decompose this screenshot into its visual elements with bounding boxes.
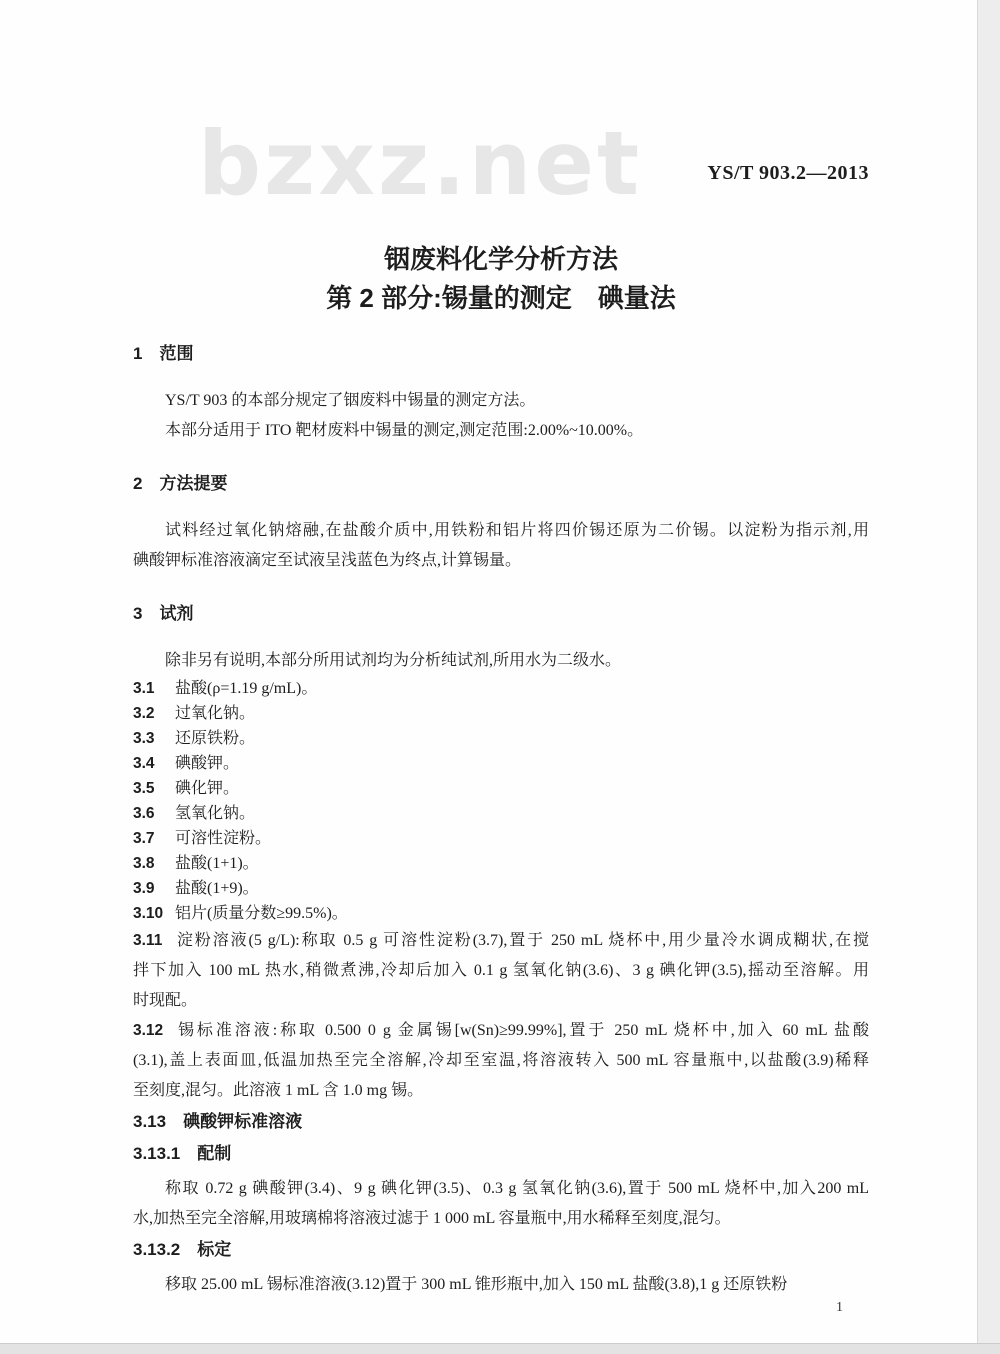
section-heading: 3.13 碘酸钾标准溶液 [133,1112,303,1131]
section-heading: 3.13.2 标定 [133,1240,232,1259]
document-title-line-2: 第 2 部分:锡量的测定 碘量法 [326,283,676,313]
text-line: 本部分适用于 ITO 靶材废料中锡量的测定,测定范围:2.00%~10.00%。 [165,422,644,439]
item-number: 3.6 [133,805,155,822]
item-text: 盐酸(ρ=1.19 g/mL)。 [175,680,318,697]
page-content [133,0,869,1300]
doc-code: YS/T 903.2—2013 [707,162,869,184]
text-line: 3.12 锡标准溶液:称取 0.500 0 g 金属锡[w(Sn)≥99.99%],置于 250 mL 烧杯中,加入 60 mL 盐酸 [133,1016,869,1046]
page-edge-bottom [0,1343,1000,1354]
item-number: 3.11 [133,932,163,949]
text-line: 3.11 淀粉溶液(5 g/L):称取 0.5 g 可溶性淀粉(3.7),置于 250 mL 烧杯中,用少量冷水调成糊状,在搅 [133,926,869,956]
item-text: 还原铁粉。 [175,730,256,747]
section-heading: 3 试剂 [133,604,194,623]
reagent-item [133,726,869,751]
reagent-item [133,701,869,726]
text-line: 除非另有说明,本部分所用试剂均为分析纯试剂,所用水为二级水。 [165,652,622,669]
item-number: 3.5 [133,780,155,797]
text-line: 称取 0.72 g 碘酸钾(3.4)、9 g 碘化钾(3.5)、0.3 g 氢氧化钠(3.6),置于 500 mL 烧杯中,加入200 mL [165,1180,869,1197]
reagent-item [133,801,869,826]
item-number: 3.2 [133,705,155,722]
item-number: 3.1 [133,680,155,697]
page-edge-right [977,0,1000,1354]
text-line: 时现配。 [133,992,198,1009]
document-body [133,342,869,1300]
text-line: 移取 25.00 mL 锡标准溶液(3.12)置于 300 mL 锥形瓶中,加入 150 mL 盐酸(3.8),1 g 还原铁粉 [165,1276,788,1293]
section-heading: 3.13.1 配制 [133,1144,232,1163]
item-number: 3.12 [133,1022,164,1039]
section-heading: 2 方法提要 [133,474,228,493]
reagent-item [133,826,869,851]
text-line: 水,加热至完全溶解,用玻璃棉将溶液过滤于 1 000 mL 容量瓶中,用水稀释至刻度,混匀。 [133,1210,731,1227]
item-text: 可溶性淀粉。 [175,830,272,847]
item-number: 3.8 [133,855,155,872]
text-line: 试料经过氧化钠熔融,在盐酸介质中,用铁粉和铝片将四价锡还原为二价锡。以淀粉为指示剂,用 [165,522,869,539]
text-line: 碘酸钾标准溶液滴定至试液呈浅蓝色为终点,计算锡量。 [133,552,522,569]
reagent-item [133,776,869,801]
item-number: 3.7 [133,830,155,847]
paragraph [133,1174,869,1234]
text-line: YS/T 903 的本部分规定了铟废料中锡量的测定方法。 [165,392,536,409]
reagent-item [133,851,869,876]
item-text: 碘化钾。 [175,780,240,797]
reagent-item [133,676,869,701]
reagent-item-paragraph [133,1016,869,1106]
item-text: 铝片(质量分数≥99.5%)。 [175,905,348,922]
reagent-item-paragraph [133,926,869,1016]
section-heading: 1 范围 [133,344,194,363]
item-number: 3.9 [133,880,155,897]
item-number: 3.10 [133,905,164,922]
item-text: 盐酸(1+1)。 [175,855,259,872]
page-number: 1 [836,1300,843,1315]
text-line: (3.1),盖上表面皿,低温加热至完全溶解,冷却至室温,将溶液转入 500 mL 容量瓶中,以盐酸(3.9)稀释 [133,1052,869,1069]
item-text: 盐酸(1+9)。 [175,880,259,897]
document-title-line-1: 铟废料化学分析方法 [383,244,618,274]
paragraph [133,416,869,446]
reagent-item [133,901,869,926]
text-line: 拌下加入 100 mL 热水,稍微煮沸,冷却后加入 0.1 g 氢氧化钠(3.6)、3 g 碘化钾(3.5),摇动至溶解。用 [133,962,869,979]
item-number: 3.4 [133,755,155,772]
paragraph [133,646,869,676]
paragraph [133,386,869,416]
reagent-item [133,751,869,776]
item-text: 碘酸钾。 [175,755,240,772]
reagent-item [133,876,869,901]
item-number: 3.3 [133,730,155,747]
item-text: 过氧化钠。 [175,705,256,722]
item-text: 氢氧化钠。 [175,805,256,822]
paragraph [133,1270,869,1300]
text-line: 至刻度,混匀。此溶液 1 mL 含 1.0 mg 锡。 [133,1082,424,1099]
paragraph [133,516,869,576]
watermark-text: bzxz.net [198,112,643,215]
